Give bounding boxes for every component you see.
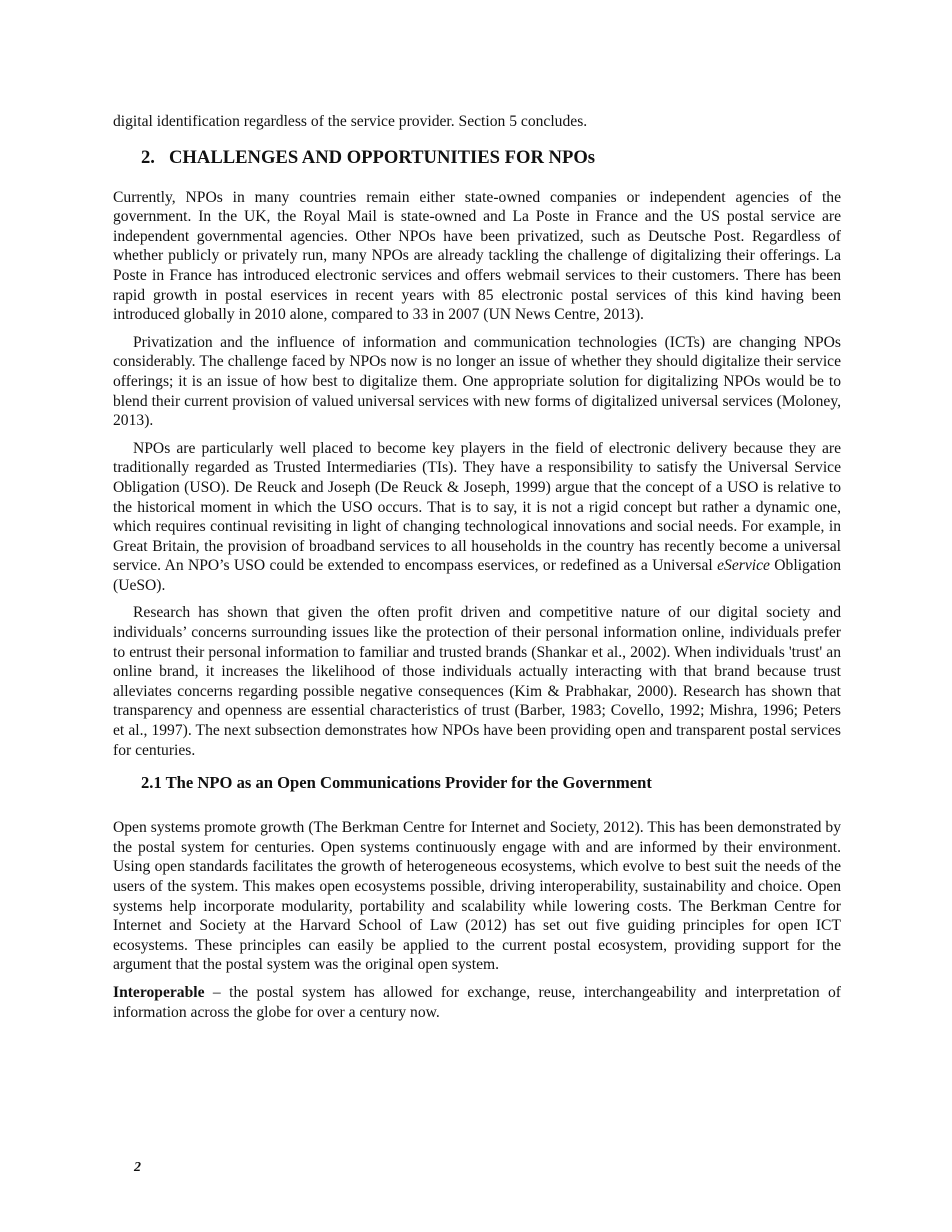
page-number: 2: [134, 1160, 141, 1175]
intro-line: digital identification regardless of the service provider. Section 5 concludes.: [113, 113, 588, 130]
section-2-number: 2.: [141, 146, 155, 168]
paragraph-npo-ownership: Currently, NPOs in many countries remain either state-owned companies or independent agencies of the government. In the UK, the Royal Mail is state-owned and La Poste in France and the US postal service are independent governmental agencies. Other NPOs have been privatized, such as Deutsche Post. Regardless of whether publicly or privately run, many NPOs are already tackling the challenge of digitalizing their offerings. La Poste in France has introduced electronic services and offers webmail services to their customers. There has been rapid growth in postal eservices in recent years with 85 electronic postal services of this kind having been introduced globally in 2010 alone, compared to 33 in 2007 (UN News Centre, 2013).: [113, 188, 841, 324]
section-2-title: CHALLENGES AND OPPORTUNITIES FOR NPOs: [169, 146, 596, 168]
section-2-heading: [113, 146, 841, 170]
paragraph-privatization: Privatization and the influence of information and communication technologies (ICTs) are changing NPOs considerably. The challenge faced by NPOs now is no longer an issue of whether they should digitalize their service offerings; it is an issue of how best to digitalize them. One appropriate solution for digitalizing NPOs would be to blend their current provision of valued universal services with new forms of digitalized universal services (Moloney, 2013).: [113, 333, 841, 430]
section-2-1-heading: 2.1 The NPO as an Open Communications Provider for the Government: [141, 773, 652, 793]
paragraph-uso-before: NPOs are particularly well placed to become key players in the field of electronic delivery because they are traditionally regarded as Trusted Intermediaries (TIs). They have a responsibility to satisfy the Universal Service Obligation (USO). De Reuck and Joseph (De Reuck & Joseph, 1999) argue that the concept of a USO is relative to the historical moment in which the USO occurs. That is to say, it is not a rigid concept but rather a dynamic one, which requires continual revisiting in light of changing technological innovations and social needs. For example, in Great Britain, the provision of broadband services to all households in the country has recently become a universal service. An NPO’s USO could be extended to encompass eservices, or redefined as a Universal: [113, 439, 841, 575]
paragraph-open-systems: Open systems promote growth (The Berkman Centre for Internet and Society, 2012). This has been demonstrated by the postal system for centuries. Open systems continuously engage with and are informed by their environment. Using open standards facilitates the growth of heterogeneous ecosystems, which evolve to best suit the needs of the users of the system. This makes open ecosystems possible, driving interoperability, sustainability and choice. Open systems help incorporate modularity, portability and scalability while lowering costs. The Berkman Centre for Internet and Society at the Harvard School of Law (2012) has set out five guiding principles for open ICT ecosystems. These principles can easily be applied to the current postal ecosystem, providing support for the argument that the postal system was the original open system.: [113, 819, 841, 974]
paragraph-uso-after: Obligation (UeSO).: [113, 557, 841, 594]
paragraph-trust: Research has shown that given the often profit driven and competitive nature of our digital society and individuals’ concerns surrounding issues like the protection of their personal information online, individuals prefer to entrust their personal information to familiar and trusted brands (Shankar et al., 2002). When individuals 'trust' an online brand, it increases the likelihood of those individuals actually interacting with that brand because trust alleviates concerns regarding possible negative consequences (Kim & Prabhakar, 2000). Research has shown that transparency and openness are essential characteristics of trust (Barber, 1983; Covello, 1992; Mishra, 1996; Peters et al., 1997). The next subsection demonstrates how NPOs have been providing open and transparent postal services for centuries.: [113, 604, 841, 759]
interoperable-text: – the postal system has allowed for exchange, reuse, interchangeability and interpretation of information across the globe for over a century now.: [113, 983, 841, 1021]
paragraph-interoperable: [113, 983, 841, 1022]
paragraph-uso-emphasis: eService: [717, 557, 770, 575]
page-body: [113, 110, 841, 1022]
paragraph-uso: [113, 439, 841, 596]
interoperable-term: Interoperable: [113, 983, 205, 1001]
